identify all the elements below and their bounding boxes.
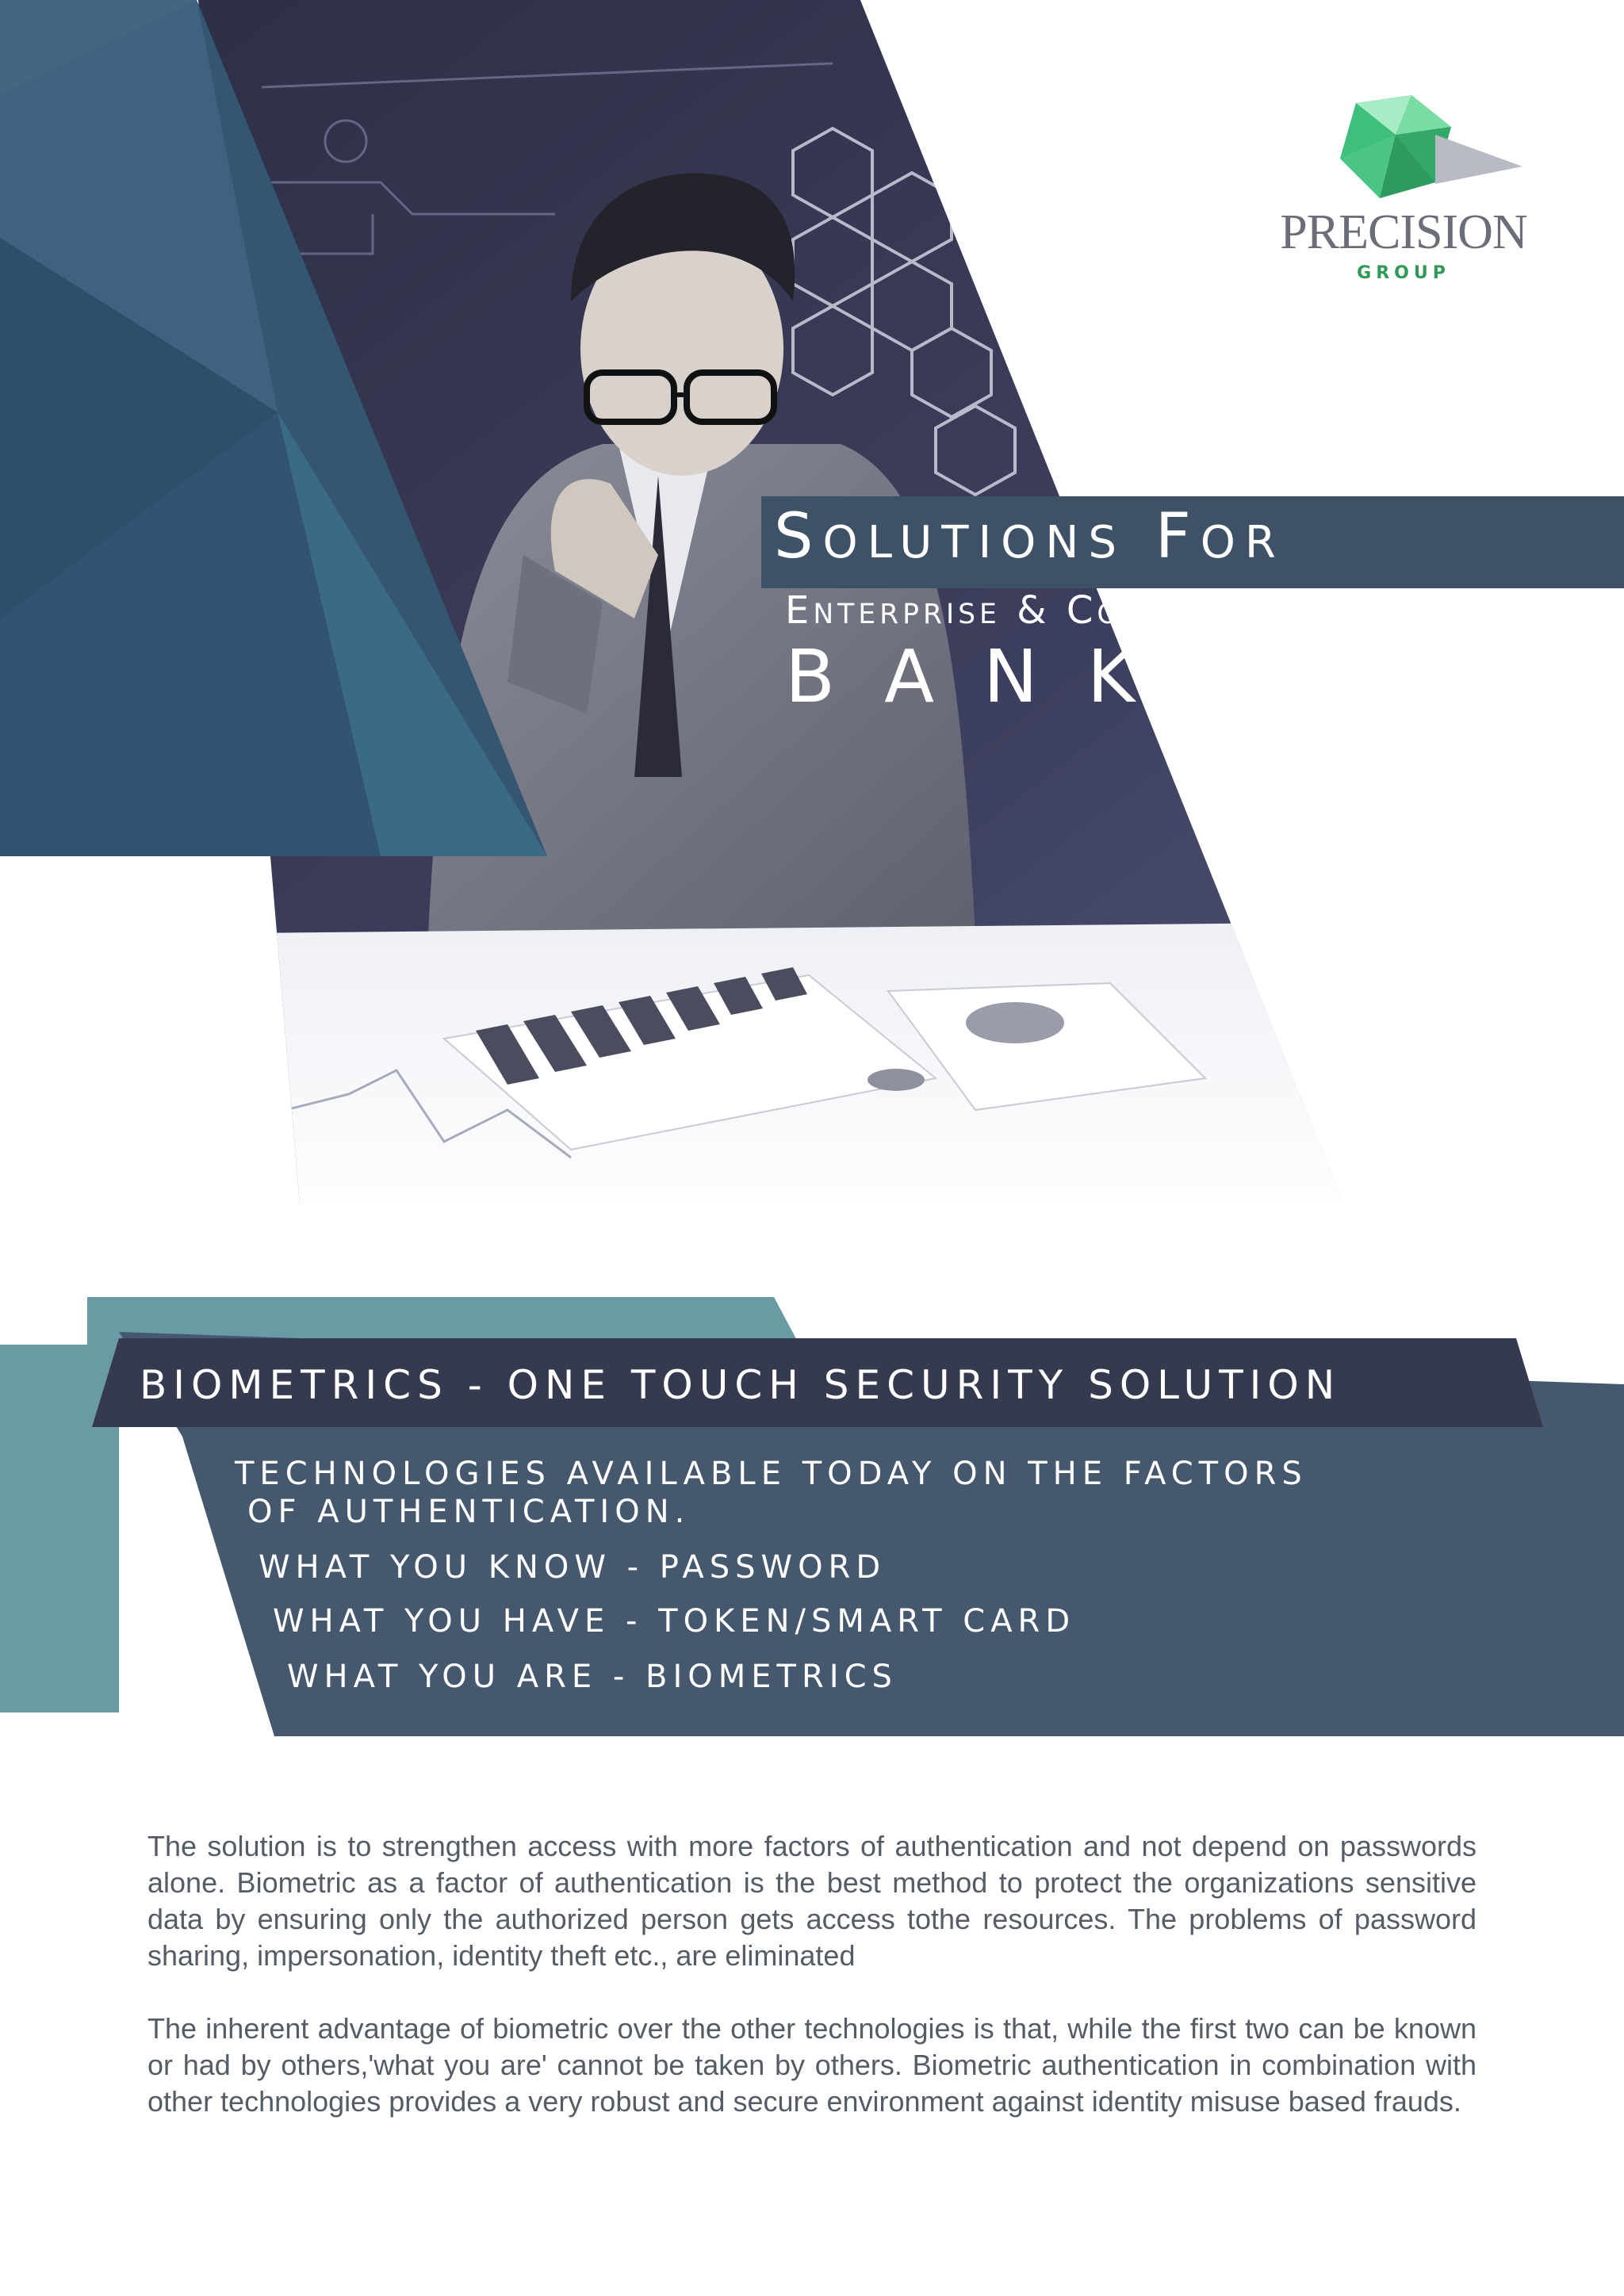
logo-wordmark: PRECISION [1280, 205, 1527, 259]
factor-are: WHAT YOU ARE - BIOMETRICS [287, 1659, 898, 1695]
factor-have: WHAT YOU HAVE - TOKEN/SMART CARD [273, 1603, 1076, 1640]
hero-title-line2: ENTERPRISE & COMMERCIAL [785, 588, 1298, 633]
biometrics-heading: BIOMETRICS - ONE TOUCH SECURITY SOLUTION [140, 1362, 1342, 1408]
logo-subtitle: GROUP [1357, 263, 1450, 283]
hero-title-line1: SOLUTIONS FOR [774, 501, 1285, 572]
body-paragraph-1: The solution is to strengthen access with more factors of authentication and not depend on passwords alone. Biometric as a factor of authentication is the best method to protect the organizations sensitive data by ensuring only the authorized person gets access tothe resources. The problems of password sharing, impersonation, identity theft etc., are eliminated [147, 1830, 1477, 1972]
hero-title-line3: BANKING [785, 634, 1465, 719]
precision-group-logo [1237, 87, 1570, 293]
intro-line-1: TECHNOLOGIES AVAILABLE TODAY ON THE FACTORS [235, 1456, 1308, 1492]
intro-line-2: OF AUTHENTICATION. [247, 1494, 691, 1530]
factor-know: WHAT YOU KNOW - PASSWORD [259, 1549, 887, 1586]
body-paragraph-2: The inherent advantage of biometric over the other technologies is that, while the first two can be known or had by others,'what you are' cannot be taken by others. Biometric authentication in combination with other technologies provides a very robust and secure environment against identity misuse based frauds. [147, 2012, 1477, 2118]
gem-icon [1237, 87, 1570, 206]
